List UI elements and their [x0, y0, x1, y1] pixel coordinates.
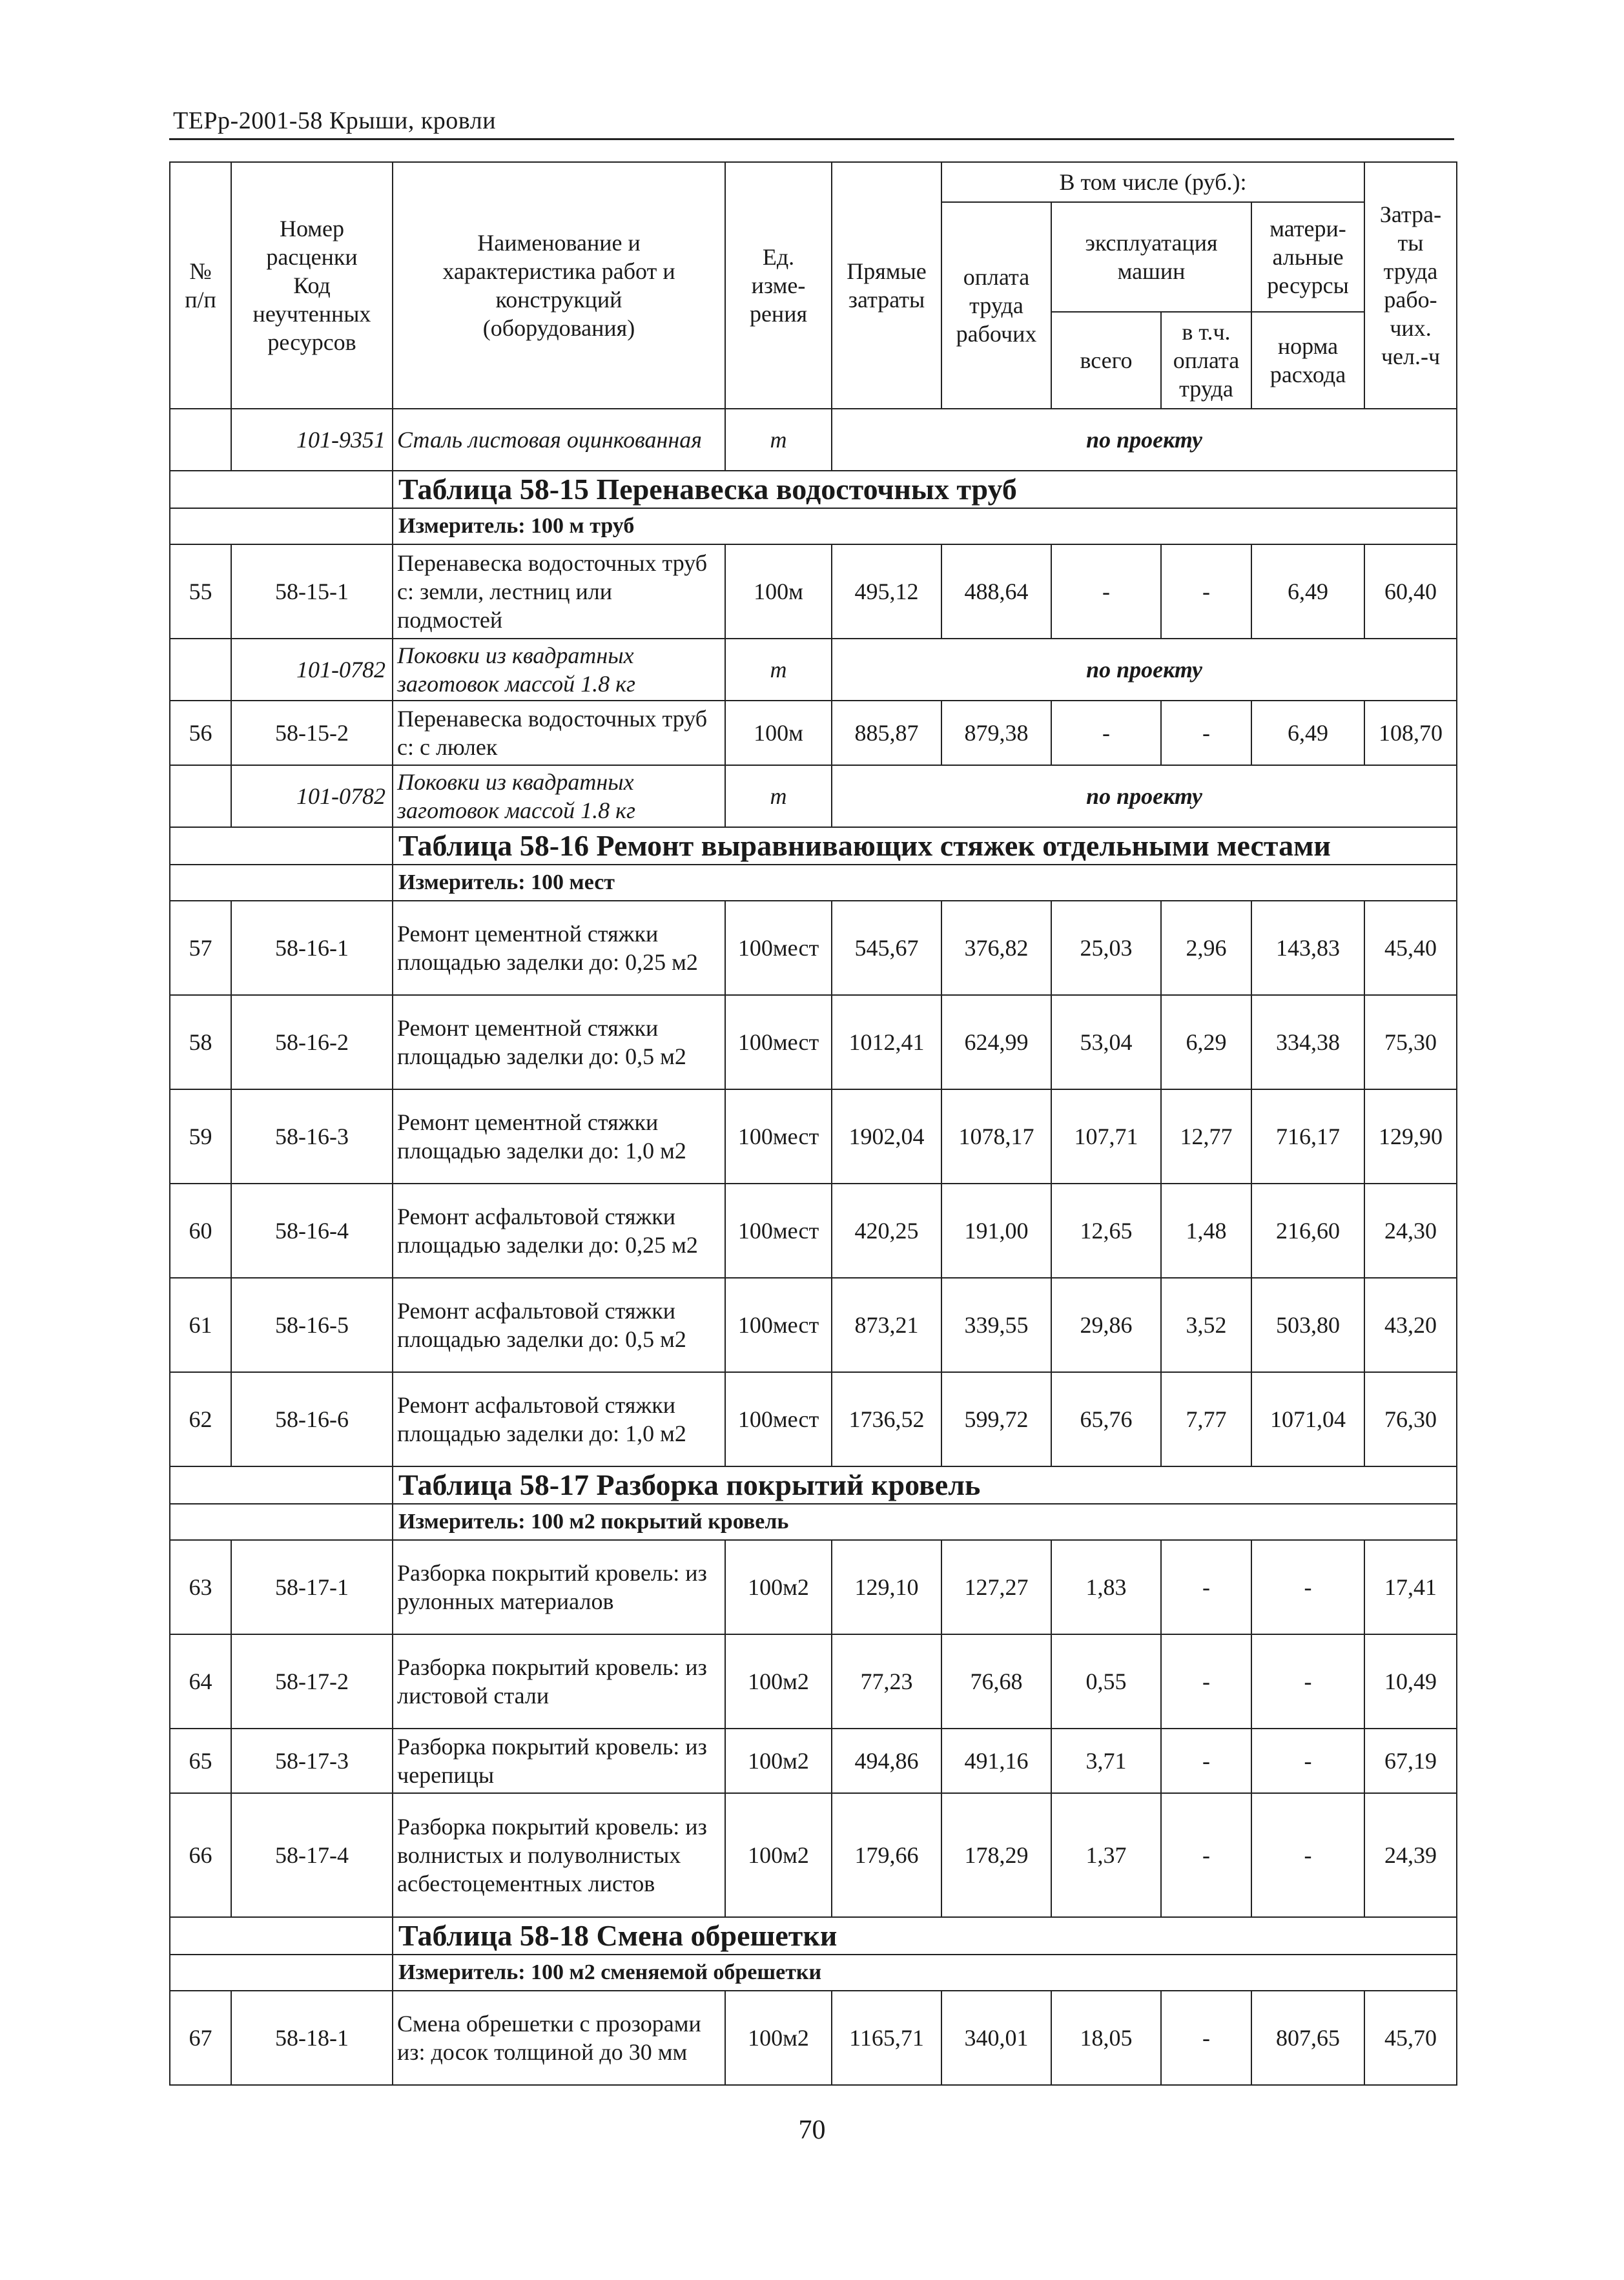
worker-wages: 339,55 — [941, 1278, 1051, 1372]
measure-row — [170, 865, 1457, 901]
table-row — [170, 995, 1457, 1089]
row-number: 66 — [170, 1793, 231, 1917]
rate-code: 58-17-2 — [231, 1634, 393, 1729]
blank-cell — [170, 1955, 393, 1991]
worker-wages: 599,72 — [941, 1372, 1051, 1466]
direct-costs: 129,10 — [832, 1540, 941, 1634]
resource-note: по проекту — [832, 409, 1457, 471]
machines-wages: - — [1161, 1540, 1251, 1634]
labor-costs: 75,30 — [1364, 995, 1457, 1089]
col-header-code: Номер расценки Код неучтенных ресурсов — [231, 162, 393, 409]
labor-costs: 45,40 — [1364, 901, 1457, 995]
table-row — [170, 1634, 1457, 1729]
direct-costs: 1012,41 — [832, 995, 941, 1089]
resource-code: 101-0782 — [231, 639, 393, 701]
labor-costs: 10,49 — [1364, 1634, 1457, 1729]
unit: 100м2 — [725, 1793, 832, 1917]
materials: 6,49 — [1251, 701, 1364, 765]
table-row — [170, 901, 1457, 995]
machines-total: 1,83 — [1051, 1540, 1161, 1634]
direct-costs: 873,21 — [832, 1278, 941, 1372]
measure-unit-label: Измеритель: 100 м труб — [393, 508, 1457, 544]
materials: 503,80 — [1251, 1278, 1364, 1372]
worker-wages: 376,82 — [941, 901, 1051, 995]
col-header-materials-norm: норма расхода — [1251, 312, 1364, 409]
rate-code: 58-17-4 — [231, 1793, 393, 1917]
unit: 100м2 — [725, 1540, 832, 1634]
table-row — [170, 1184, 1457, 1278]
machines-wages: 6,29 — [1161, 995, 1251, 1089]
page-number: 70 — [798, 2115, 826, 2145]
measure-row — [170, 1955, 1457, 1991]
blank-cell — [170, 1917, 393, 1955]
col-header-materials: матери- альные ресурсы — [1251, 202, 1364, 312]
table-row — [170, 1729, 1457, 1793]
labor-costs: 24,39 — [1364, 1793, 1457, 1917]
materials: 807,65 — [1251, 1991, 1364, 2085]
measure-unit-label: Измеритель: 100 м2 сменяемой обрешетки — [393, 1955, 1457, 1991]
work-name: Разборка покрытий кровель: из черепицы — [393, 1729, 725, 1793]
direct-costs: 1902,04 — [832, 1089, 941, 1184]
table-row — [170, 1372, 1457, 1466]
work-name: Разборка покрытий кровель: из волнистых и полуволнистых асбестоцементных листов — [393, 1793, 725, 1917]
blank-cell — [170, 1466, 393, 1504]
table-title: Таблица 58-18 Смена обрешетки — [393, 1917, 1457, 1955]
resource-unit: т — [725, 765, 832, 827]
machines-total: 1,37 — [1051, 1793, 1161, 1917]
machines-total: 53,04 — [1051, 995, 1161, 1089]
materials: - — [1251, 1634, 1364, 1729]
materials: 334,38 — [1251, 995, 1364, 1089]
blank-cell — [170, 765, 231, 827]
col-header-direct: Прямые затраты — [832, 162, 941, 409]
resource-row — [170, 765, 1457, 827]
table-row — [170, 1793, 1457, 1917]
machines-wages: - — [1161, 544, 1251, 639]
machines-wages: 7,77 — [1161, 1372, 1251, 1466]
table-row — [170, 544, 1457, 639]
row-number: 67 — [170, 1991, 231, 2085]
row-number: 59 — [170, 1089, 231, 1184]
machines-total: 29,86 — [1051, 1278, 1161, 1372]
rate-code: 58-17-1 — [231, 1540, 393, 1634]
resource-note: по проекту — [832, 639, 1457, 701]
worker-wages: 76,68 — [941, 1634, 1051, 1729]
resource-name: Поковки из квадратных заготовок массой 1.8 кг — [393, 639, 725, 701]
work-name: Ремонт асфальтовой стяжки площадью заделки до: 1,0 м2 — [393, 1372, 725, 1466]
labor-costs: 67,19 — [1364, 1729, 1457, 1793]
direct-costs: 1736,52 — [832, 1372, 941, 1466]
table-title-row — [170, 827, 1457, 865]
direct-costs: 77,23 — [832, 1634, 941, 1729]
rate-code: 58-16-2 — [231, 995, 393, 1089]
rate-code: 58-16-6 — [231, 1372, 393, 1466]
machines-wages: 1,48 — [1161, 1184, 1251, 1278]
materials: - — [1251, 1540, 1364, 1634]
direct-costs: 545,67 — [832, 901, 941, 995]
row-number: 60 — [170, 1184, 231, 1278]
unit: 100м — [725, 701, 832, 765]
row-number: 55 — [170, 544, 231, 639]
resource-name: Сталь листовая оцинкованная — [393, 409, 725, 471]
rate-code: 58-16-3 — [231, 1089, 393, 1184]
header-row-1 — [170, 162, 1457, 202]
labor-costs: 108,70 — [1364, 701, 1457, 765]
machines-total: 18,05 — [1051, 1991, 1161, 2085]
rates-table — [169, 161, 1457, 2086]
table-row — [170, 1540, 1457, 1634]
labor-costs: 24,30 — [1364, 1184, 1457, 1278]
row-number: 65 — [170, 1729, 231, 1793]
unit: 100мест — [725, 995, 832, 1089]
blank-cell — [170, 508, 393, 544]
blank-cell — [170, 639, 231, 701]
machines-total: 0,55 — [1051, 1634, 1161, 1729]
worker-wages: 178,29 — [941, 1793, 1051, 1917]
worker-wages: 340,01 — [941, 1991, 1051, 2085]
unit: 100м2 — [725, 1991, 832, 2085]
work-name: Разборка покрытий кровель: из рулонных материалов — [393, 1540, 725, 1634]
blank-cell — [170, 409, 231, 471]
labor-costs: 17,41 — [1364, 1540, 1457, 1634]
work-name: Ремонт цементной стяжки площадью заделки до: 1,0 м2 — [393, 1089, 725, 1184]
direct-costs: 1165,71 — [832, 1991, 941, 2085]
machines-wages: 3,52 — [1161, 1278, 1251, 1372]
col-header-machines-total: всего — [1051, 312, 1161, 409]
work-name: Ремонт цементной стяжки площадью заделки до: 0,25 м2 — [393, 901, 725, 995]
unit: 100мест — [725, 1278, 832, 1372]
rate-code: 58-16-1 — [231, 901, 393, 995]
work-name: Перенавеска водосточных труб с: земли, лестниц или подмостей — [393, 544, 725, 639]
machines-wages: 2,96 — [1161, 901, 1251, 995]
work-name: Разборка покрытий кровель: из листовой стали — [393, 1634, 725, 1729]
work-name: Ремонт цементной стяжки площадью заделки до: 0,5 м2 — [393, 995, 725, 1089]
resource-unit: т — [725, 409, 832, 471]
materials: 716,17 — [1251, 1089, 1364, 1184]
machines-wages: 12,77 — [1161, 1089, 1251, 1184]
col-header-labor: Затра- ты труда рабо- чих. чел.-ч — [1364, 162, 1457, 409]
labor-costs: 60,40 — [1364, 544, 1457, 639]
measure-unit-label: Измеритель: 100 мест — [393, 865, 1457, 901]
labor-costs: 76,30 — [1364, 1372, 1457, 1466]
resource-unit: т — [725, 639, 832, 701]
machines-total: 107,71 — [1051, 1089, 1161, 1184]
machines-wages: - — [1161, 1793, 1251, 1917]
labor-costs: 43,20 — [1364, 1278, 1457, 1372]
unit: 100мест — [725, 1372, 832, 1466]
table-title: Таблица 58-16 Ремонт выравнивающих стяжек отдельными местами — [393, 827, 1457, 865]
machines-total: 12,65 — [1051, 1184, 1161, 1278]
rate-code: 58-17-3 — [231, 1729, 393, 1793]
row-number: 62 — [170, 1372, 231, 1466]
col-header-machines-wages: в т.ч. оплата труда — [1161, 312, 1251, 409]
page-header: ТЕРр-2001-58 Крыши, кровли — [173, 107, 497, 134]
table-row — [170, 701, 1457, 765]
unit: 100м2 — [725, 1634, 832, 1729]
unit: 100м2 — [725, 1729, 832, 1793]
materials: 216,60 — [1251, 1184, 1364, 1278]
table-title-row — [170, 1917, 1457, 1955]
unit: 100м — [725, 544, 832, 639]
unit: 100мест — [725, 901, 832, 995]
rate-code: 58-15-2 — [231, 701, 393, 765]
materials: 6,49 — [1251, 544, 1364, 639]
measure-unit-label: Измеритель: 100 м2 покрытий кровель — [393, 1504, 1457, 1540]
col-header-num: № п/п — [170, 162, 231, 409]
blank-cell — [170, 865, 393, 901]
header-rule — [169, 138, 1454, 140]
rate-code: 58-18-1 — [231, 1991, 393, 2085]
work-name: Смена обрешетки с прозорами из: досок толщиной до 30 мм — [393, 1991, 725, 2085]
row-number: 56 — [170, 701, 231, 765]
machines-total: 3,71 — [1051, 1729, 1161, 1793]
resource-code: 101-0782 — [231, 765, 393, 827]
col-header-unit: Ед. изме- рения — [725, 162, 832, 409]
work-name: Ремонт асфальтовой стяжки площадью заделки до: 0,5 м2 — [393, 1278, 725, 1372]
col-header-incl: В том числе (руб.): — [941, 162, 1364, 202]
work-name: Ремонт асфальтовой стяжки площадью заделки до: 0,25 м2 — [393, 1184, 725, 1278]
machines-total: 65,76 — [1051, 1372, 1161, 1466]
rate-code: 58-16-5 — [231, 1278, 393, 1372]
measure-row — [170, 508, 1457, 544]
table-title-row — [170, 471, 1457, 508]
rate-code: 58-15-1 — [231, 544, 393, 639]
direct-costs: 885,87 — [832, 701, 941, 765]
machines-wages: - — [1161, 1634, 1251, 1729]
worker-wages: 491,16 — [941, 1729, 1051, 1793]
resource-note: по проекту — [832, 765, 1457, 827]
materials: - — [1251, 1729, 1364, 1793]
worker-wages: 879,38 — [941, 701, 1051, 765]
machines-total: 25,03 — [1051, 901, 1161, 995]
row-number: 63 — [170, 1540, 231, 1634]
worker-wages: 624,99 — [941, 995, 1051, 1089]
row-number: 57 — [170, 901, 231, 995]
worker-wages: 191,00 — [941, 1184, 1051, 1278]
direct-costs: 179,66 — [832, 1793, 941, 1917]
table-row — [170, 1991, 1457, 2085]
blank-cell — [170, 471, 393, 508]
worker-wages: 488,64 — [941, 544, 1051, 639]
unit: 100мест — [725, 1089, 832, 1184]
unit: 100мест — [725, 1184, 832, 1278]
materials: 1071,04 — [1251, 1372, 1364, 1466]
rates-table-body — [170, 162, 1457, 2085]
labor-costs: 129,90 — [1364, 1089, 1457, 1184]
col-header-wages: оплата труда рабочих — [941, 202, 1051, 409]
materials: 143,83 — [1251, 901, 1364, 995]
machines-wages: - — [1161, 1729, 1251, 1793]
measure-row — [170, 1504, 1457, 1540]
work-name: Перенавеска водосточных труб с: с люлек — [393, 701, 725, 765]
col-header-machines: эксплуатация машин — [1051, 202, 1251, 312]
table-title-row — [170, 1466, 1457, 1504]
worker-wages: 127,27 — [941, 1540, 1051, 1634]
resource-name: Поковки из квадратных заготовок массой 1.8 кг — [393, 765, 725, 827]
worker-wages: 1078,17 — [941, 1089, 1051, 1184]
machines-wages: - — [1161, 701, 1251, 765]
resource-row — [170, 409, 1457, 471]
row-number: 58 — [170, 995, 231, 1089]
blank-cell — [170, 1504, 393, 1540]
row-number: 64 — [170, 1634, 231, 1729]
table-title: Таблица 58-15 Перенавеска водосточных труб — [393, 471, 1457, 508]
machines-wages: - — [1161, 1991, 1251, 2085]
resource-row — [170, 639, 1457, 701]
direct-costs: 420,25 — [832, 1184, 941, 1278]
row-number: 61 — [170, 1278, 231, 1372]
materials: - — [1251, 1793, 1364, 1917]
machines-total: - — [1051, 701, 1161, 765]
labor-costs: 45,70 — [1364, 1991, 1457, 2085]
direct-costs: 495,12 — [832, 544, 941, 639]
blank-cell — [170, 827, 393, 865]
rate-code: 58-16-4 — [231, 1184, 393, 1278]
machines-total: - — [1051, 544, 1161, 639]
direct-costs: 494,86 — [832, 1729, 941, 1793]
resource-code: 101-9351 — [231, 409, 393, 471]
table-row — [170, 1089, 1457, 1184]
col-header-name: Наименование и характеристика работ и конструкций (оборудования) — [393, 162, 725, 409]
table-title: Таблица 58-17 Разборка покрытий кровель — [393, 1466, 1457, 1504]
table-row — [170, 1278, 1457, 1372]
